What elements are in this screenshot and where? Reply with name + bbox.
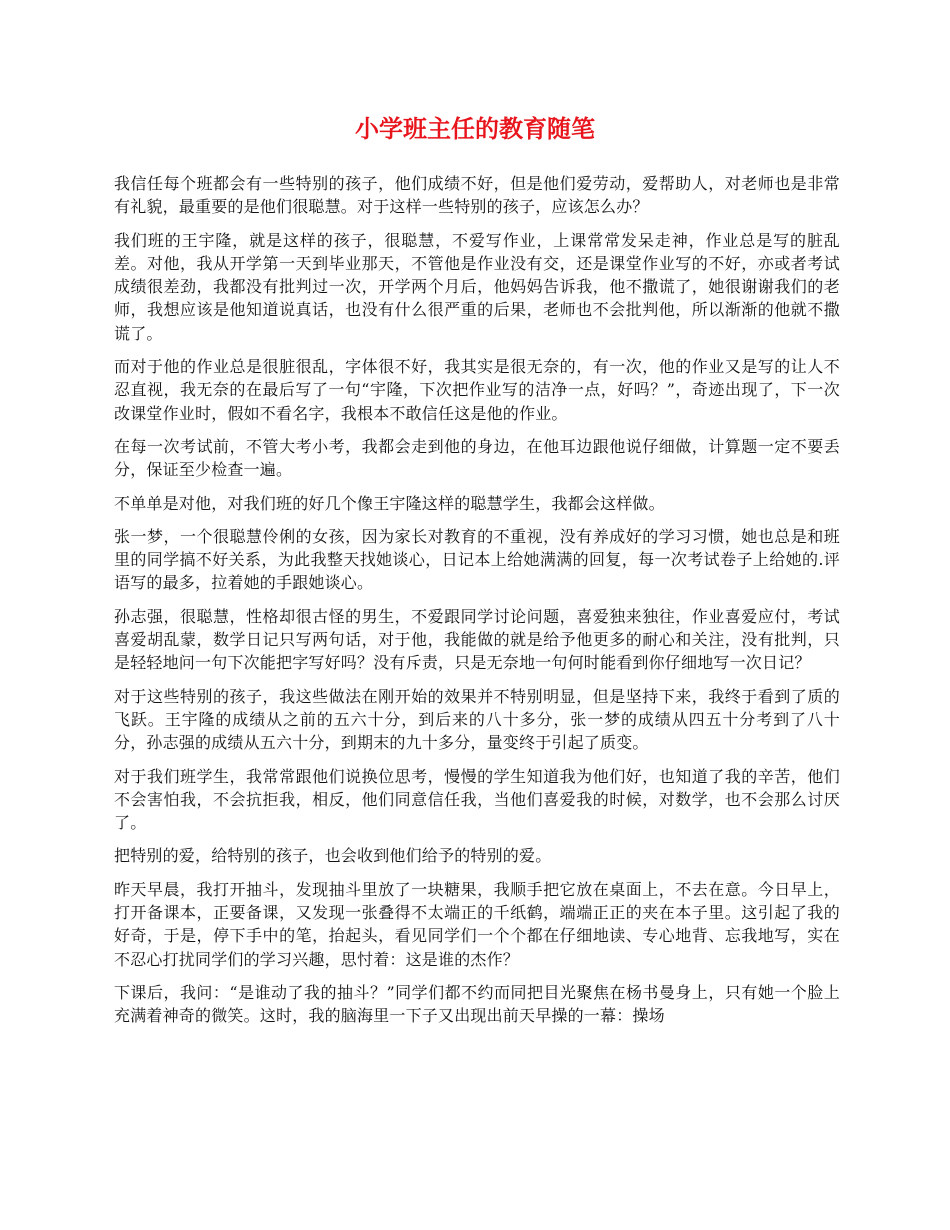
paragraph-11: 昨天早晨，我打开抽斗，发现抽斗里放了一块糖果，我顺手把它放在桌面上，不去在意。今日早上，打开备课本，正要备课，又发现一张叠得不太端正的千纸鹤，端端正正的夹在本子里。这引起了我的好奇，于是，停下手中的笔，抬起头，看见同学们一个个都在仔细地读、专心地背、忘我地写，实在不忍心打扰同学们的学习兴趣，思忖着：这是谁的杰作？ xyxy=(114,879,840,969)
paragraph-10: 把特别的爱，给特别的孩子，也会收到他们给予的特别的爱。 xyxy=(114,846,552,866)
paragraph-1: 我信任每个班都会有一些特别的孩子，他们成绩不好，但是他们爱劳动，爱帮助人，对老师也是非常有礼貌，最重要的是他们很聪慧。对于这样一些特别的孩子，应该怎么办？ xyxy=(114,174,840,217)
paragraph-8: 对于这些特别的孩子，我这些做法在刚开始的效果并不特别明显，但是坚持下来，我终于看到了质的飞跃。王宇隆的成绩从之前的五六十分，到后来的八十多分，张一梦的成绩从四五十分考到了八十分，孙志强的成绩从五六十分，到期末的九十多分，量变终于引起了质变。 xyxy=(114,686,840,753)
paragraph-6: 张一梦，一个很聪慧伶俐的女孩，因为家长对教育的不重视，没有养成好的学习习惯，她也总是和班里的同学搞不好关系，为此我整天找她谈心，日记本上给她满满的回复，每一次考试卷子上给她的.评语写的最多，拉着她的手跟她谈心。 xyxy=(114,526,840,593)
paragraph-9: 对于我们班学生，我常常跟他们说换位思考，慢慢的学生知道我为他们好，也知道了我的辛苦，他们不会害怕我，不会抗拒我，相反，他们同意信任我，当他们喜爱我的时候，对数学，也不会那么讨厌了。 xyxy=(114,766,840,833)
paragraph-12: 下课后，我问：“是谁动了我的抽斗？”同学们都不约而同把目光聚焦在杨书曼身上，只有她一个脸上充满着神奇的微笑。这时，我的脑海里一下子又出现出前天早操的一幕：操场 xyxy=(114,982,840,1026)
paragraph-3: 而对于他的作业总是很脏很乱，字体很不好，我其实是很无奈的，有一次，他的作业又是写的让人不忍直视，我无奈的在最后写了一句“宇隆，下次把作业写的洁净一点，好吗？”，奇迹出现了，下一次改课堂作业时，假如不看名字，我根本不敢信任这是他的作业。 xyxy=(114,357,840,423)
paragraph-5: 不单单是对他，对我们班的好几个像王宇隆这样的聪慧学生，我都会这样做。 xyxy=(114,493,665,513)
paragraph-4: 在每一次考试前，不管大考小考，我都会走到他的身边，在他耳边跟他说仔细做，计算题一定不要丢分，保证至少检查一遍。 xyxy=(114,436,840,480)
document-title: 小学班主任的教育随笔 xyxy=(355,115,595,143)
paragraph-7: 孙志强，很聪慧，性格却很古怪的男生，不爱跟同学讨论问题，喜爱独来独往，作业喜爱应付，考试喜爱胡乱蒙，数学日记只写两句话，对于他，我能做的就是给予他更多的耐心和关注，没有批判，只是轻轻地问一句下次能把字写好吗？没有斥责，只是无奈地一句何时能看到你仔细地写一次日记？ xyxy=(114,606,840,673)
document-body xyxy=(114,172,840,1038)
paragraph-2: 我们班的王宇隆，就是这样的孩子，很聪慧，不爱写作业，上课常常发呆走神，作业总是写的脏乱差。对他，我从开学第一天到毕业那天，不管他是作业没有交，还是课堂作业写的不好，亦或者考试成绩很差劲，我都没有批判过一次，开学两个月后，他妈妈告诉我，他不撒谎了，她很谢谢我们的老师，我想应该是他知道说真话，也没有什么很严重的后果，老师也不会批判他，所以渐渐的他就不撒谎了。 xyxy=(114,230,840,343)
